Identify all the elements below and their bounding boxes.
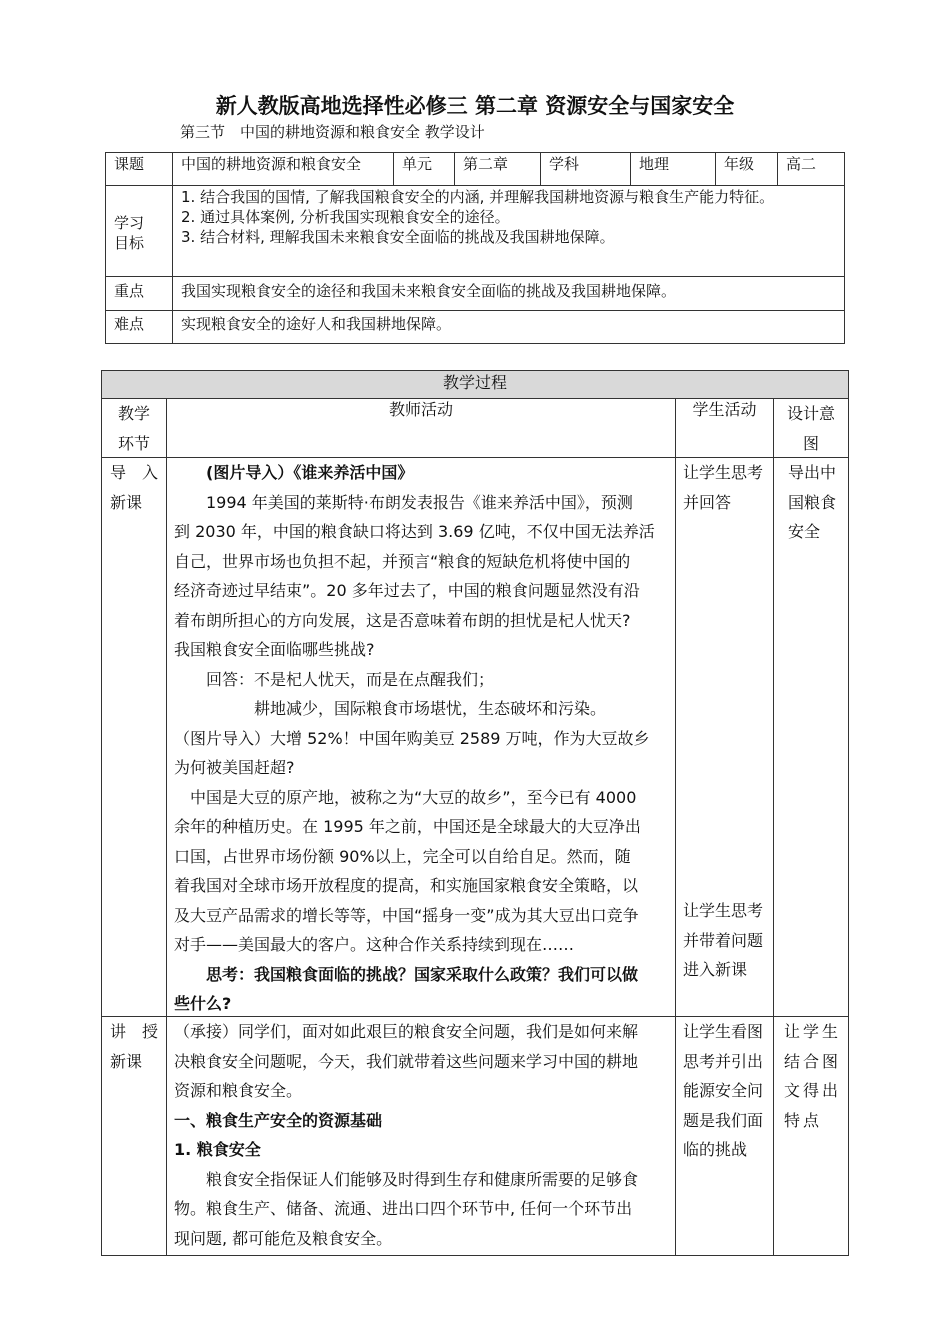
subject-value: 地理	[630, 152, 716, 186]
topic-value: 中国的耕地资源和粮食安全	[172, 152, 394, 186]
text-line: 到 2030 年，中国的粮食缺口将达到 3.69 亿吨，不仅中国无法养活	[174, 522, 655, 541]
text-line: 特点	[784, 1110, 823, 1130]
row2-intent	[773, 1016, 849, 1256]
goals-label-line: 学习	[114, 214, 145, 232]
goal-item: 3. 结合材料, 理解我国未来粮食安全面临的挑战及我国耕地保障。	[181, 228, 615, 246]
text-line: 口国，占世界市场份额 90%以上，完全可以自给自足。然而，随	[174, 846, 631, 866]
row2-stage	[101, 1016, 167, 1256]
text-line: 能源安全问	[683, 1081, 764, 1100]
goal-item: 1. 结合我国的国情, 了解我国粮食安全的内涵, 并理解我国耕地资源与粮食生产能力特征。	[181, 188, 775, 206]
text-line: 文得出	[784, 1081, 842, 1100]
text-line: 让学生看图	[683, 1022, 764, 1041]
subject-label: 学科	[540, 152, 631, 186]
stage-line: 导 入	[110, 463, 159, 482]
text-line: 1. 粮食安全	[174, 1140, 261, 1159]
key-value: 我国实现粮食安全的途径和我国未来粮食安全面临的挑战及我国耕地保障。	[172, 276, 845, 311]
text-line: 让学生	[784, 1022, 842, 1041]
header-teacher: 教师活动	[166, 398, 676, 458]
text-line: 临的挑战	[683, 1140, 748, 1159]
text-line: 耕地减少，国际粮食市场堪忧，生态破坏和污染。	[174, 699, 607, 718]
text-line: 我国粮食安全面临哪些挑战?	[174, 640, 375, 659]
text-line: 思考并引出	[683, 1051, 764, 1071]
row2-teacher	[166, 1016, 676, 1256]
row1-stage	[101, 457, 167, 1017]
text-line: 思考：我国粮食面临的挑战？国家采取什么政策？我们可以做	[174, 964, 639, 984]
text-line: （图片导入）大增 52%！中国年购美豆 2589 万吨，作为大豆故乡	[174, 728, 650, 748]
stage-line: 讲 授	[110, 1022, 159, 1041]
text-line: 及大豆产品需求的增长等等，中国“摇身一变”成为其大豆出口竞争	[174, 905, 639, 925]
unit-label: 单元	[393, 152, 455, 186]
student-line: 让学生思考	[683, 463, 764, 482]
student-line: 进入新课	[683, 960, 748, 979]
row2-student	[675, 1016, 774, 1256]
text-line: 着我国对全球市场开放程度的提高，和实施国家粮食安全策略，以	[174, 876, 639, 895]
text-line: 粮食安全指保证人们能够及时得到生存和健康所需要的足够食	[174, 1169, 639, 1189]
stage-line: 新课	[110, 492, 143, 512]
document-subtitle: 第三节 中国的耕地资源和粮食安全 教学设计	[180, 123, 485, 141]
text-line: 着布朗所担心的方向发展，这是否意味着布朗的担忧是杞人忧天?	[174, 610, 631, 630]
difficulty-label: 难点	[105, 310, 173, 344]
header-intent	[773, 398, 849, 458]
goals-value	[172, 185, 845, 277]
grade-value: 高二	[777, 152, 845, 186]
header-line: 环节	[117, 433, 150, 453]
header-line: 设计意	[786, 404, 835, 423]
intent-line: 安全	[788, 522, 821, 541]
text-line: 决粮食安全问题呢，今天，我们就带着这些问题来学习中国的耕地	[174, 1051, 639, 1071]
text-line: (图片导入）《谁来养活中国》	[174, 463, 414, 482]
document-title: 新人教版高地选择性必修三 第二章 资源安全与国家安全	[215, 94, 735, 118]
text-line: （承接）同学们，面对如此艰巨的粮食安全问题，我们是如何来解	[174, 1022, 639, 1041]
student-line: 并回答	[683, 492, 732, 512]
student-line: 让学生思考	[683, 901, 764, 920]
text-line: 资源和粮食安全。	[174, 1081, 303, 1100]
header-student: 学生活动	[675, 398, 774, 458]
text-line: 现问题, 都可能危及粮食安全。	[174, 1228, 393, 1248]
text-line: 自己，世界市场也负担不起，并预言“粮食的短缺危机将使中国的	[174, 551, 631, 571]
grade-label: 年级	[715, 152, 778, 186]
header-line: 图	[802, 433, 819, 453]
row1-intent	[773, 457, 849, 1017]
row1-teacher	[166, 457, 676, 1017]
text-line: 回答：不是杞人忧天，而是在点醒我们；	[174, 669, 495, 689]
topic-label: 课题	[105, 152, 173, 186]
text-line: 一、粮食生产安全的资源基础	[174, 1110, 383, 1130]
text-line: 对手——美国最大的客户。这种合作关系持续到现在……	[174, 935, 575, 954]
text-line: 经济奇迹过早结束”。20 多年过去了，中国的粮食问题显然没有沿	[174, 581, 640, 600]
header-line: 教学	[117, 404, 150, 423]
difficulty-value: 实现粮食安全的途好人和我国耕地保障。	[172, 310, 845, 344]
text-line: 中国是大豆的原产地，被称之为“大豆的故乡”，至今已有 4000	[174, 787, 637, 807]
text-line: 题是我们面	[683, 1110, 764, 1130]
process-heading: 教学过程	[101, 370, 849, 399]
text-line: 1994 年美国的莱斯特·布朗发表报告《谁来养活中国》，预测	[174, 492, 633, 512]
intent-line: 导出中	[788, 463, 837, 482]
text-line: 结合图	[784, 1051, 842, 1071]
student-line: 并带着问题	[683, 930, 764, 950]
text-line: 为何被美国赶超?	[174, 758, 295, 777]
stage-line: 新课	[110, 1051, 143, 1071]
goal-item: 2. 通过具体案例, 分析我国实现粮食安全的途径。	[181, 208, 510, 226]
row1-student	[675, 457, 774, 1017]
text-line: 些什么?	[174, 994, 232, 1013]
header-stage	[101, 398, 167, 458]
goals-label-line: 目标	[114, 234, 145, 252]
key-label: 重点	[105, 276, 173, 311]
text-line: 余年的种植历史。在 1995 年之前，中国还是全球最大的大豆净出	[174, 817, 641, 836]
goals-label	[105, 185, 173, 277]
text-line: 物。粮食生产、储备、流通、进出口四个环节中, 任何一个环节出	[174, 1199, 633, 1218]
intent-line: 国粮食	[788, 492, 837, 512]
unit-value: 第二章	[454, 152, 541, 186]
